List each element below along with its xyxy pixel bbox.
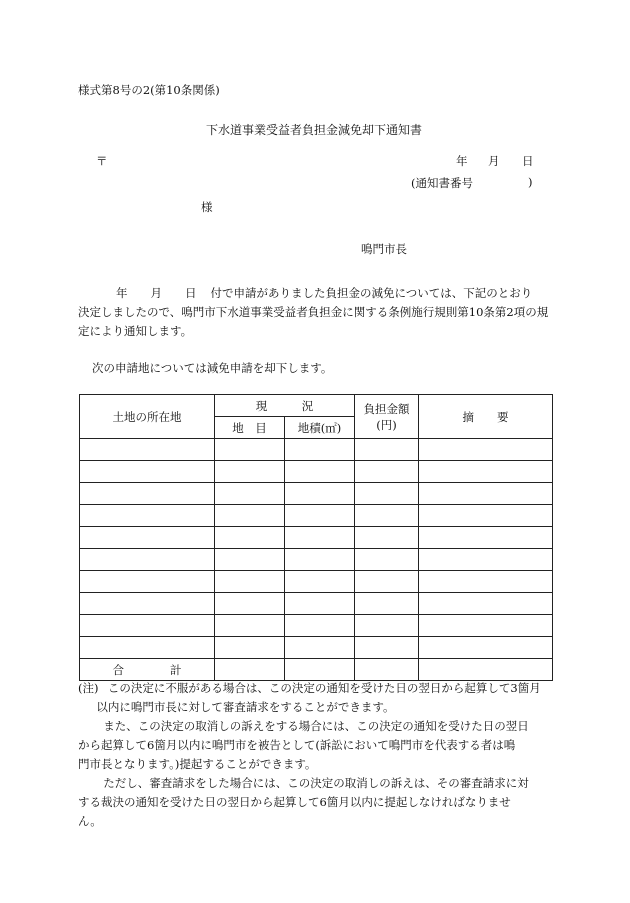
table-cell	[80, 637, 215, 659]
recipient-honorific: 様	[201, 200, 213, 214]
total-cell	[355, 659, 419, 681]
table-cell	[419, 571, 553, 593]
table-cell	[80, 439, 215, 461]
table-cell	[355, 461, 419, 483]
table-cell	[215, 615, 285, 637]
table-row	[80, 483, 553, 505]
table-cell	[215, 549, 285, 571]
note-1-line-2: 以内に鳴門市長に対して審査請求をすることができます。	[96, 700, 395, 714]
issuer-name: 鳴門市長	[361, 242, 407, 256]
table-cell	[285, 549, 355, 571]
header-land-area: 地積(㎡)	[285, 417, 355, 439]
header-land-category: 地 目	[215, 417, 285, 439]
postal-mark: 〒	[96, 154, 108, 168]
table-cell	[419, 439, 553, 461]
table-cell	[285, 571, 355, 593]
table-cell	[215, 527, 285, 549]
table-cell	[355, 549, 419, 571]
note-1-line-1: この決定に不服がある場合は、この決定の通知を受けた日の翌日から起算して3箇月	[107, 681, 541, 695]
total-cell	[285, 659, 355, 681]
table-cell	[355, 483, 419, 505]
table-row	[80, 593, 553, 615]
body-paragraph	[78, 284, 553, 341]
table-cell	[419, 615, 553, 637]
table-row	[80, 505, 553, 527]
date-month: 月	[488, 154, 500, 168]
table-cell	[215, 439, 285, 461]
table-row	[80, 615, 553, 637]
table-cell	[419, 461, 553, 483]
table-cell	[285, 483, 355, 505]
table-cell	[355, 505, 419, 527]
table-cell	[285, 439, 355, 461]
table-cell	[215, 505, 285, 527]
table-cell	[80, 527, 215, 549]
table-cell	[80, 461, 215, 483]
table-cell	[419, 637, 553, 659]
table-cell	[285, 637, 355, 659]
table-cell	[80, 571, 215, 593]
note-2-line-2: から起算して6箇月以内に鳴門市を被告として(訴訟において鳴門市を代表する者は鳴	[78, 738, 516, 752]
table-cell	[80, 549, 215, 571]
table-row	[80, 439, 553, 461]
date-year: 年	[456, 154, 468, 168]
application-land-table	[79, 394, 553, 681]
table-row	[80, 637, 553, 659]
note-3-line-1: ただし、審査請求をした場合には、この決定の取消しの訴えは、その審査請求に対	[103, 776, 529, 790]
notes-label: (注)	[78, 681, 99, 695]
table-cell	[80, 505, 215, 527]
header-charge-amount: 負担金額 (円)	[355, 395, 419, 439]
date-day: 日	[522, 154, 534, 168]
body-line-3: 定により通知します。	[78, 324, 193, 338]
total-cell	[215, 659, 285, 681]
table-cell	[215, 637, 285, 659]
table-cell	[80, 483, 215, 505]
table-body	[80, 439, 553, 659]
document-title: 下水道事業受益者負担金減免却下通知書	[206, 123, 423, 137]
form-number: 様式第8号の2(第10条関係)	[78, 83, 220, 97]
header-location: 土地の所在地	[80, 395, 215, 439]
header-current-status: 現 況	[215, 395, 355, 417]
table-row	[80, 549, 553, 571]
table-cell	[419, 505, 553, 527]
table-row	[80, 527, 553, 549]
notes-section	[78, 679, 556, 831]
notice-number-close: )	[528, 175, 533, 189]
table-cell	[285, 461, 355, 483]
table-cell	[215, 593, 285, 615]
table-cell	[355, 571, 419, 593]
table-cell	[419, 593, 553, 615]
header-summary: 摘 要	[419, 395, 553, 439]
total-label: 合 計	[80, 659, 215, 681]
table-cell	[355, 593, 419, 615]
total-cell	[419, 659, 553, 681]
table-cell	[285, 593, 355, 615]
note-2-line-3: 門市長となります。)提起することができます。	[78, 757, 317, 771]
table-row	[80, 571, 553, 593]
table-cell	[285, 615, 355, 637]
note-3-line-2: する裁決の通知を受けた日の翌日から起算して6箇月以内に提起しなければなりませ	[78, 795, 511, 809]
table-cell	[285, 505, 355, 527]
table-cell	[355, 637, 419, 659]
note-3-line-3: ん。	[78, 814, 102, 828]
body-line-1: 付で申請がありました負担金の減免については、下記のとおり	[210, 286, 533, 300]
table-row	[80, 461, 553, 483]
table-cell	[80, 615, 215, 637]
rejection-statement: 次の申請地については減免申請を却下します。	[92, 361, 333, 375]
notice-number-open: (通知書番号	[411, 176, 473, 190]
table-cell	[215, 571, 285, 593]
note-2-line-1: また、この決定の取消しの訴えをする場合には、この決定の通知を受けた日の翌日	[103, 719, 529, 733]
table-cell	[355, 527, 419, 549]
table-cell	[215, 483, 285, 505]
application-date: 年 月 日	[116, 286, 197, 300]
table-cell	[419, 549, 553, 571]
table-cell	[215, 461, 285, 483]
table-cell	[355, 615, 419, 637]
table-cell	[285, 527, 355, 549]
table-cell	[419, 527, 553, 549]
table-cell	[80, 593, 215, 615]
table-cell	[419, 483, 553, 505]
body-line-2: 決定しましたので、鳴門市下水道事業受益者負担金に関する条例施行規則第10条第2項の規	[78, 305, 549, 319]
table-cell	[355, 439, 419, 461]
